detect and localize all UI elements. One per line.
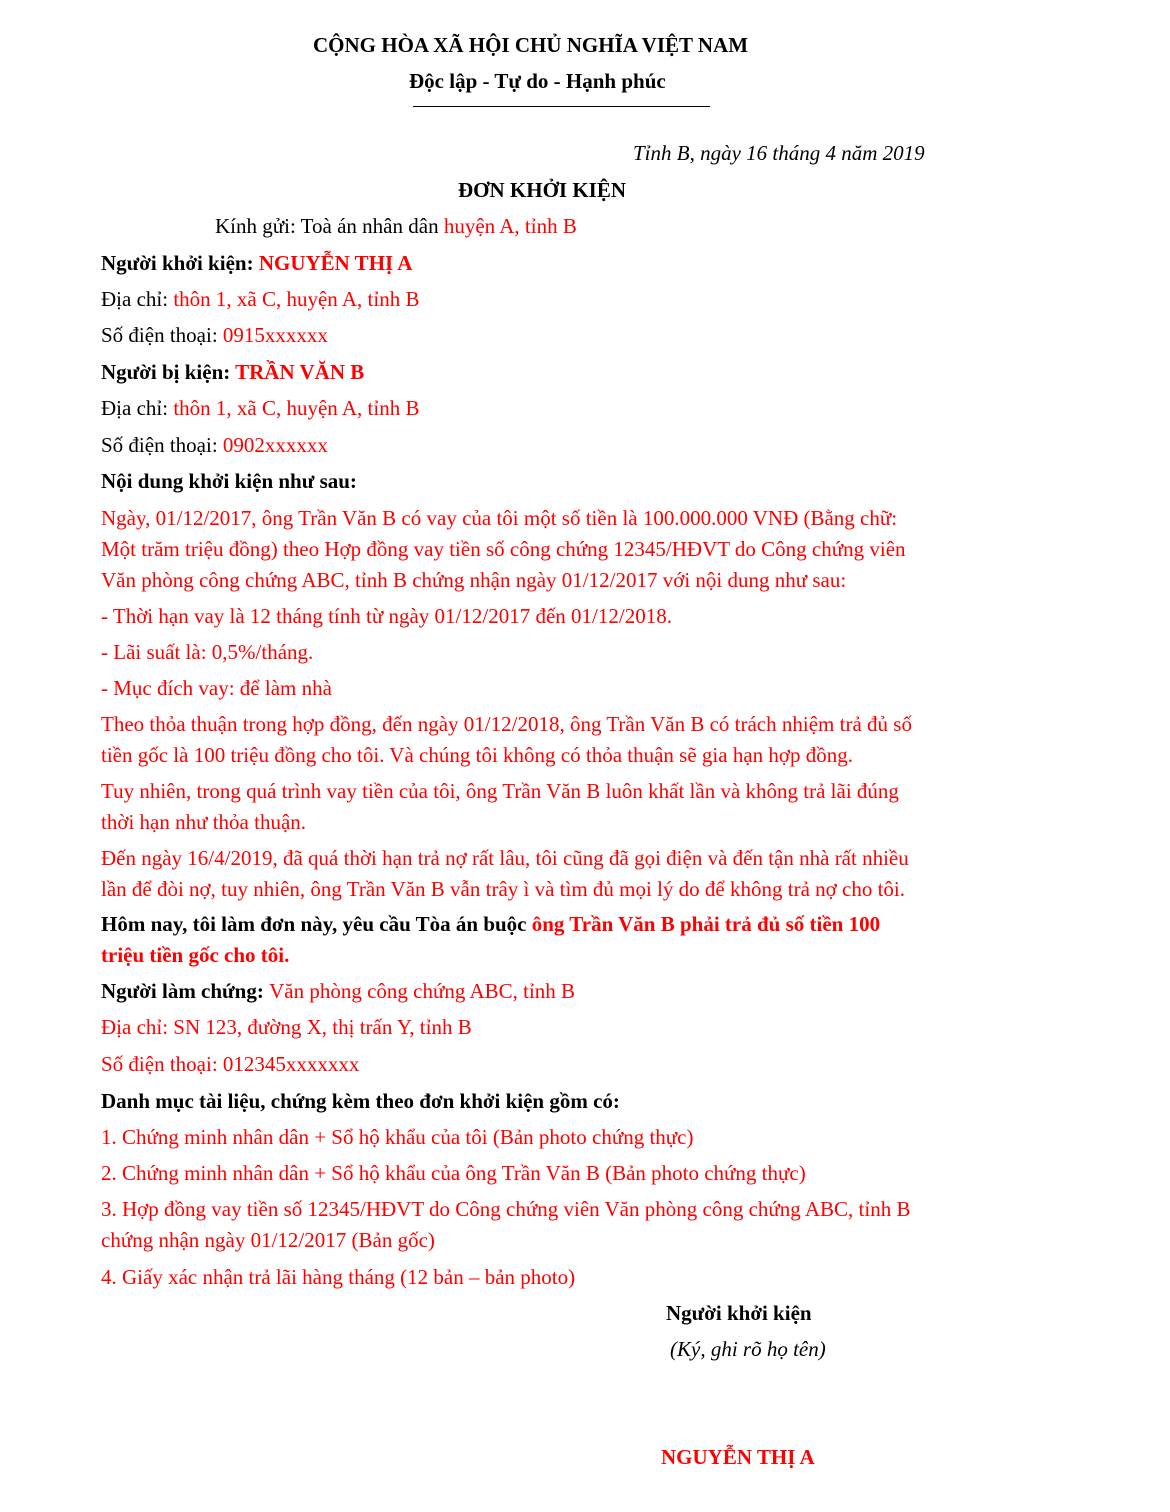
defendant-phone: 0902xxxxxx (222, 433, 328, 457)
content-p3-line-2: thời hạn như thỏa thuận. (101, 810, 307, 834)
defendant-address-label: Địa chỉ: (101, 396, 174, 420)
plaintiff-address-line (101, 286, 419, 312)
recipient-line (215, 213, 577, 239)
content-p2-line-2: tiền gốc là 100 triệu đồng cho tôi. Và chúng tôi không có thỏa thuận sẽ gia hạn hợp đồng. (101, 743, 853, 767)
plaintiff-phone: 0915xxxxxx (222, 323, 328, 347)
recipient-label: Kính gửi: Toà án nhân dân (215, 214, 444, 238)
signature-name: NGUYỄN THỊ A (661, 1445, 815, 1469)
content-p1-line-2: Một trăm triệu đồng) theo Hợp đồng vay tiền số công chứng 12345/HĐVT do Công chứng viên (101, 537, 906, 561)
content-p4-line-2: lần để đòi nợ, tuy nhiên, ông Trần Văn B vẫn trây ì và tìm đủ mọi lý do để không trả nợ cho tôi. (101, 877, 905, 901)
request-label: Hôm nay, tôi làm đơn này, yêu cầu Tòa án buộc (101, 912, 532, 936)
content-p4-line-1: Đến ngày 16/4/2019, đã quá thời hạn trả nợ rất lâu, tôi cũng đã gọi điện và đến tận nhà rất nhiều (101, 846, 909, 870)
defendant-phone-line (101, 432, 328, 458)
content-p3-line-1: Tuy nhiên, trong quá trình vay tiền của tôi, ông Trần Văn B luôn khất lần và không trả lãi đúng (101, 779, 899, 803)
defendant-address-line (101, 395, 419, 421)
witness-address: Địa chỉ: SN 123, đường X, thị trấn Y, tỉnh B (101, 1015, 472, 1039)
witness-phone: Số điện thoại: 012345xxxxxxx (101, 1052, 360, 1076)
content-p2-line-1: Theo thỏa thuận trong hợp đồng, đến ngày 01/12/2018, ông Trần Văn B có trách nhiệm trả đủ số (101, 712, 912, 736)
witness-name: Văn phòng công chứng ABC, tỉnh B (269, 979, 576, 1003)
plaintiff-phone-line (101, 322, 328, 348)
content-heading: Nội dung khởi kiện như sau: (101, 469, 357, 493)
attachment-item-3-line-1: 3. Hợp đồng vay tiền số 12345/HĐVT do Công chứng viên Văn phòng công chứng ABC, tỉnh B (101, 1197, 911, 1221)
signature-instruction: (Ký, ghi rõ họ tên) (670, 1337, 826, 1361)
attachment-item-3-line-2: chứng nhận ngày 01/12/2017 (Bản gốc) (101, 1228, 435, 1252)
attachment-item-1: 1. Chứng minh nhân dân + Sổ hộ khẩu của tôi (Bản photo chứng thực) (101, 1125, 694, 1149)
plaintiff-phone-label: Số điện thoại: (101, 323, 223, 347)
document-title: ĐƠN KHỞI KIỆN (458, 178, 627, 202)
defendant-line (101, 359, 364, 385)
attachments-heading: Danh mục tài liệu, chứng kèm theo đơn khởi kiện gồm có: (101, 1089, 620, 1113)
term-duration: - Thời hạn vay là 12 tháng tính từ ngày 01/12/2017 đến 01/12/2018. (101, 604, 672, 628)
content-p1-line-3: Văn phòng công chứng ABC, tỉnh B chứng nhận ngày 01/12/2017 với nội dung như sau: (101, 568, 847, 592)
request-value-1: ông Trần Văn B phải trả đủ số tiền 100 (531, 912, 881, 936)
plaintiff-address-label: Địa chỉ: (101, 287, 174, 311)
date-line: Tỉnh B, ngày 16 tháng 4 năm 2019 (633, 141, 925, 165)
nation-header: CỘNG HÒA XÃ HỘI CHỦ NGHĨA VIỆT NAM (313, 33, 749, 57)
term-interest: - Lãi suất là: 0,5%/tháng. (101, 640, 314, 664)
recipient-value: huyện A, tỉnh B (443, 214, 577, 238)
defendant-address: thôn 1, xã C, huyện A, tỉnh B (173, 396, 420, 420)
attachment-item-2: 2. Chứng minh nhân dân + Sổ hộ khẩu của ông Trần Văn B (Bản photo chứng thực) (101, 1161, 806, 1185)
attachment-item-4: 4. Giấy xác nhận trả lãi hàng tháng (12 bản – bản photo) (101, 1265, 576, 1289)
request-line-1 (101, 911, 880, 937)
plaintiff-line (101, 250, 412, 276)
content-p1-line-1: Ngày, 01/12/2017, ông Trần Văn B có vay của tôi một số tiền là 100.000.000 VNĐ (Bằng chữ: (101, 506, 898, 530)
witness-label: Người làm chứng: (101, 979, 270, 1003)
defendant-name: TRẦN VĂN B (235, 360, 365, 384)
motto-header: Độc lập - Tự do - Hạnh phúc (409, 69, 666, 93)
defendant-label: Người bị kiện: (101, 360, 236, 384)
plaintiff-label: Người khởi kiện: (101, 251, 259, 275)
defendant-phone-label: Số điện thoại: (101, 433, 223, 457)
term-purpose: - Mục đích vay: để làm nhà (101, 676, 332, 700)
signature-role: Người khởi kiện (666, 1301, 812, 1325)
plaintiff-name: NGUYỄN THỊ A (258, 251, 413, 275)
plaintiff-address: thôn 1, xã C, huyện A, tỉnh B (173, 287, 420, 311)
witness-line (101, 978, 575, 1004)
header-divider (413, 106, 710, 107)
request-value-2: triệu tiền gốc cho tôi. (101, 943, 290, 967)
